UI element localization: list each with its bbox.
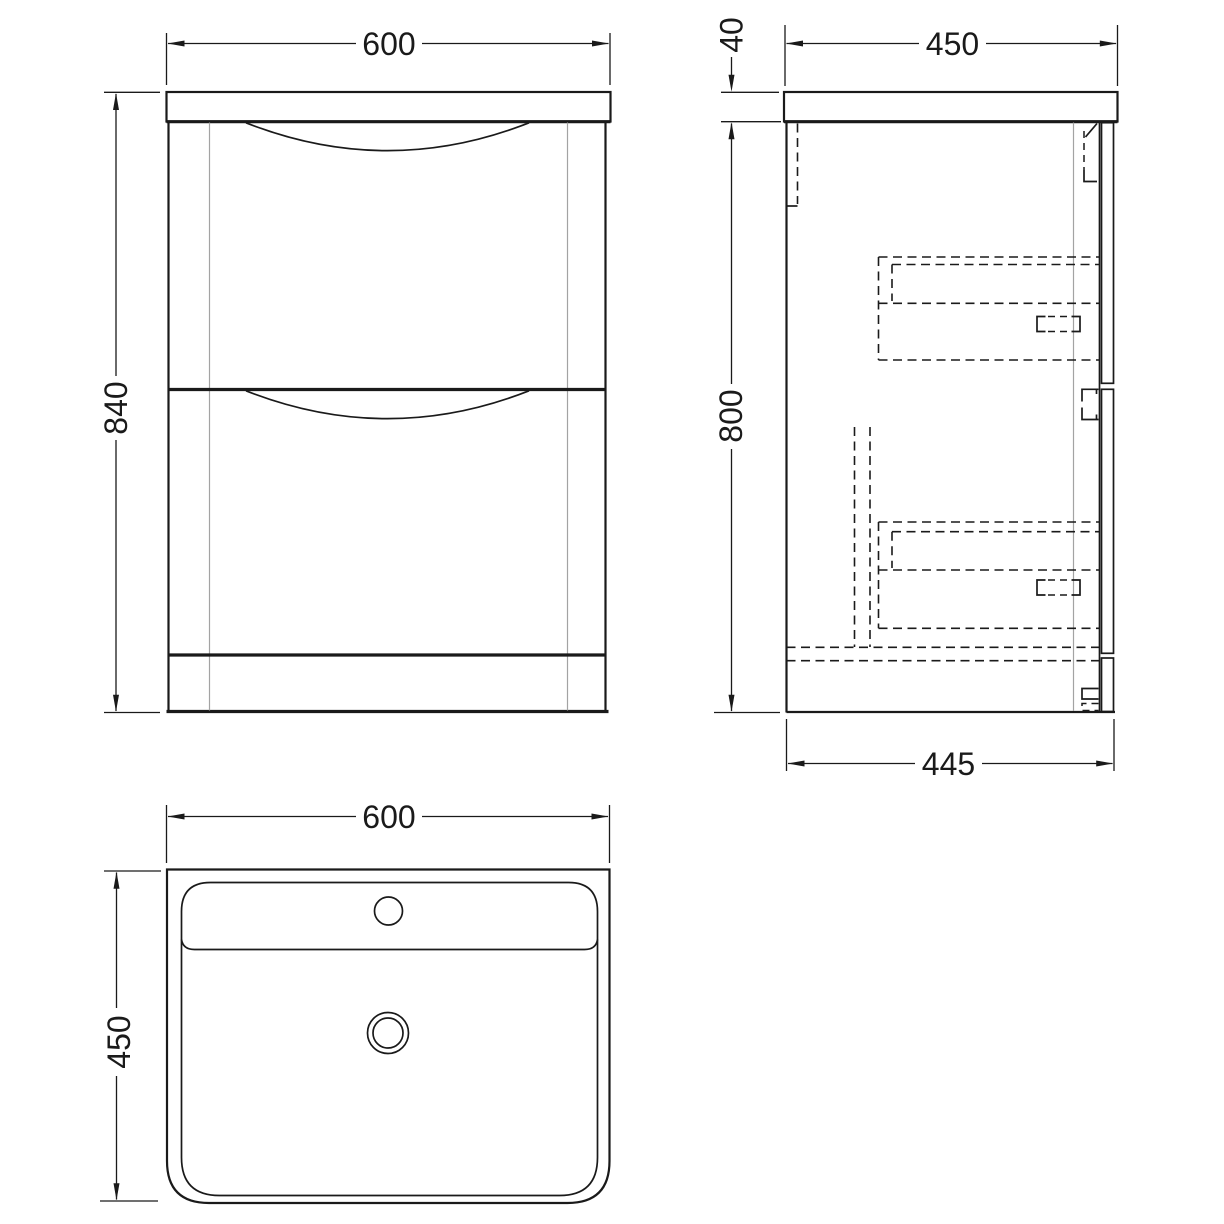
basin-outer-outline bbox=[167, 870, 610, 1204]
side-bottom-brackets bbox=[1082, 689, 1099, 711]
side-carcass bbox=[787, 122, 1116, 713]
tap-hole bbox=[375, 897, 403, 925]
arrowhead-icon bbox=[168, 41, 185, 47]
front-cabinet bbox=[167, 122, 609, 713]
side-carcass-height-dimension bbox=[713, 122, 780, 712]
side-back-batten bbox=[787, 124, 798, 207]
hidden-bottom-bracket bbox=[1082, 704, 1099, 711]
overall-depth-dim-label: 450 bbox=[925, 25, 980, 62]
upper-drawer-front-panel bbox=[1102, 123, 1114, 384]
arrowhead-icon bbox=[729, 75, 735, 92]
lower-drawer-front-panel bbox=[1102, 389, 1114, 653]
side-upper-drawer-hidden bbox=[879, 257, 1100, 360]
base-depth-dim-label: 445 bbox=[921, 745, 976, 782]
carcass-height-dim-label: 800 bbox=[713, 389, 749, 443]
plan-basin bbox=[167, 870, 610, 1204]
arrowhead-icon bbox=[786, 41, 803, 47]
front-height-dimension bbox=[98, 92, 160, 712]
waste-hole-inner bbox=[373, 1018, 403, 1048]
worktop-outline bbox=[167, 92, 611, 122]
basin-bowl-edge-line bbox=[182, 940, 598, 950]
arrowhead-icon bbox=[113, 695, 119, 712]
plan-depth-dimension bbox=[100, 871, 161, 1201]
side-worktop bbox=[784, 92, 1118, 122]
side-view bbox=[713, 17, 1118, 782]
side-mid-brackets bbox=[1082, 389, 1099, 419]
front-width-dimension bbox=[167, 26, 611, 85]
worktop-outline bbox=[784, 92, 1118, 122]
arrowhead-icon bbox=[729, 122, 735, 139]
arrowhead-icon bbox=[114, 1183, 120, 1200]
arrowhead-icon bbox=[592, 41, 609, 47]
side-lower-drawer-hidden bbox=[879, 522, 1100, 628]
runner-clip bbox=[1072, 580, 1081, 595]
plan-depth-dim-label: 450 bbox=[101, 1015, 137, 1069]
runner-clip bbox=[1037, 317, 1046, 332]
bottom-bracket bbox=[1082, 689, 1099, 700]
basin-inner-outline bbox=[182, 883, 598, 1196]
plan-width-dim-label: 600 bbox=[362, 798, 416, 835]
plan-width-dimension bbox=[167, 799, 610, 863]
arrowhead-icon bbox=[1100, 41, 1117, 47]
runner-clip bbox=[1037, 580, 1046, 595]
plan-view bbox=[100, 799, 610, 1203]
side-overall-depth-dimension bbox=[785, 25, 1118, 86]
front-height-dim-label: 840 bbox=[98, 381, 134, 435]
front-width-dim-label: 600 bbox=[362, 25, 416, 62]
runner-clip bbox=[1072, 317, 1081, 332]
arrowhead-icon bbox=[1096, 761, 1113, 767]
side-base-depth-dimension bbox=[787, 719, 1115, 782]
worktop-thickness-dim-label: 40 bbox=[713, 17, 750, 53]
fitting-bracket bbox=[1084, 170, 1097, 182]
fitting-diagonal-line bbox=[1086, 124, 1098, 138]
side-top-right-fitting bbox=[1084, 124, 1097, 182]
arrowhead-icon bbox=[114, 872, 120, 889]
arrowhead-icon bbox=[113, 93, 119, 110]
arrowhead-icon bbox=[168, 814, 185, 820]
front-worktop bbox=[167, 92, 611, 122]
side-waste-pipe-hidden bbox=[855, 427, 871, 647]
plinth-front-panel bbox=[1102, 658, 1114, 712]
lower-drawer-handle-curve bbox=[246, 391, 529, 419]
side-worktop-thickness-dimension bbox=[714, 17, 782, 121]
arrowhead-icon bbox=[729, 695, 735, 712]
arrowhead-icon bbox=[788, 761, 805, 767]
arrowhead-icon bbox=[592, 814, 609, 820]
side-plinth-hidden bbox=[787, 647, 1100, 660]
upper-drawer-handle-curve bbox=[246, 123, 529, 151]
front-view bbox=[98, 26, 611, 713]
